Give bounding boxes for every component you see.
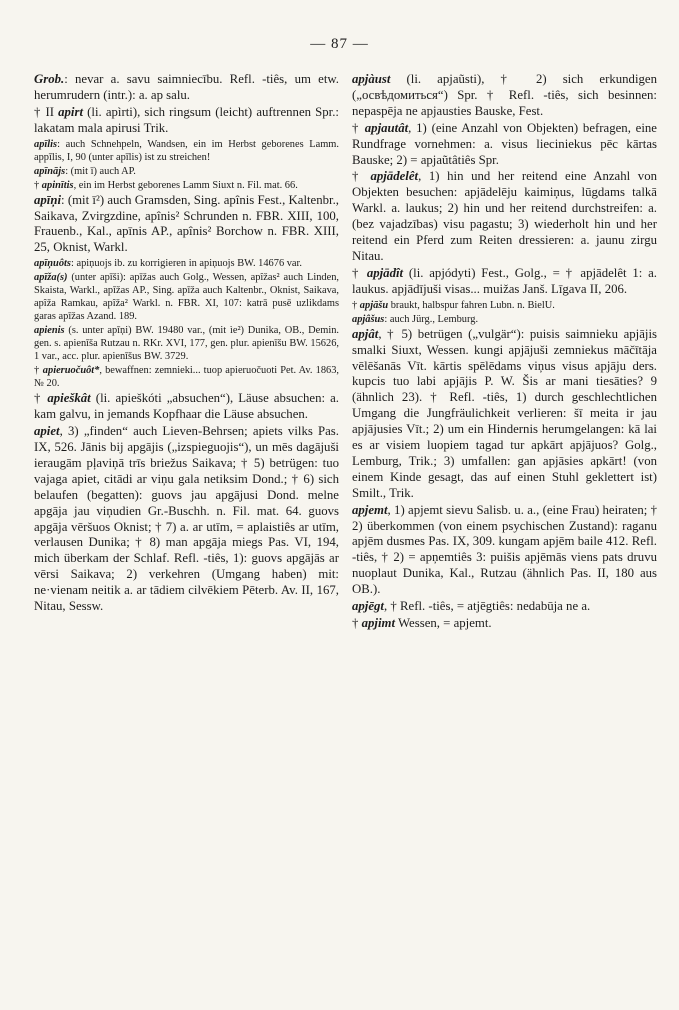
dictionary-entry: apīža(s) (unter apīši): apīžas auch Golg., Wessen, apîžas² auch Linden, Skaista, Warkl., apīžas AP., Sing. apīža auch Kaltenbr., Oknist, Saikava, apîža Ramkau, apîža² Warkl. n. FBR. XI, 107: katrā pusē uzlikdams garas apīžas Azand. 189. bbox=[34, 272, 339, 323]
dictionary-entry: apjât, † 5) betrügen („vulgär“): puisis saimnieku apjājis smalki Siuxt, Wessen. kungi apjājuši zemniekus māčītāja vēlēšanās Vīt. kārtis spēlēdams viņus visus apjāju ders. kupcis tuo labi apjājis P. W. Šis ar mani tiesāties? 9 (ähnlich 23). † Refl. -tiês, 1) durch geschlechtlichen Umgang die Jungfräulichkeit verlieren: šī meita ir jau apjājusies Vīt.; 2) um ein Hindernis herumgelangen: kā lai es ar visiem luopiem tagad tur apkārt apjājuos? Golg., Lemburg, Trik.; 3) umfallen: gan apjāsies apkārt! (von einem Kinde gesagt, das auf einen Stuhl geklettert ist) Smilt., Trik. bbox=[352, 326, 657, 500]
dictionary-entry: apīņi: (mit ī²) auch Gramsden, Sing. apînis Fest., Kaltenbr., Saikava, Zvirgzdine, apînis² Schrunden n. FBR. XIII, 100, Frauenb., Kal., apīnis AP., apînis² Borchow n. FBR. XIII, 25, Oknist, Warkl. bbox=[34, 192, 339, 255]
headword: apjàust bbox=[352, 72, 391, 86]
dictionary-entry: apjemt, 1) apjemt sievu Salisb. u. a., (eine Frau) heiraten; † 2) überkommen (von einem psychischen Zustand): raganu apjēm dusmes Pas. IX, 309. kungam apjēm baile 412. Refl. -tiês, † 2) = apņemtiês 3: puišis apjēmās viens pats druvu nuoplaut Dunika, Kal., Rutzau (ähnlich Pas. II, 180 aus OB.). bbox=[352, 502, 657, 597]
headword: apieškât bbox=[47, 391, 91, 406]
page-number: — 87 — bbox=[310, 36, 369, 52]
dictionary-entry: † II apirt (li. apìrti), sich ringsum (leicht) auftrennen Spr.: lakatam mala apirusi Trik. bbox=[34, 104, 339, 135]
headword: apieruočuôt* bbox=[42, 365, 100, 377]
dictionary-entry: apīņuôts: apiņuojs ib. zu korrigieren in apiņuojs BW. 14676 var. bbox=[34, 258, 303, 270]
dictionary-entry: † apjāšu braukt, halbspur fahren Lubn. n. BielU. bbox=[352, 299, 555, 311]
left-column bbox=[34, 72, 339, 615]
dictionary-entry: † apjautât, 1) (eine Anzahl von Objekten) befragen, eine Rundfrage vornehmen: a. visus lieciniekus pēc kārtas Bauske; 2) = apjaũtâtiês Spr. bbox=[352, 120, 657, 167]
dictionary-entry: apjēgt, † Refl. -tiês, = atjēgtiês: nedabūja ne a. bbox=[352, 599, 591, 614]
headword: apjēgt bbox=[352, 599, 384, 614]
headword: apjādît bbox=[366, 265, 404, 280]
headword: apjemt bbox=[352, 502, 388, 517]
dictionary-entry: apjâšus: auch Jürg., Lemburg. bbox=[352, 313, 479, 325]
headword: apiet bbox=[34, 424, 60, 439]
headword: apīņi bbox=[34, 192, 62, 207]
dictionary-entry: apjàust (li. apjaũsti), † 2) sich erkundigen („освѣдомиться“) Spr. † Refl. -tiês, sich besinnen: nepaspēja ne apjausties Bauske, Fest. bbox=[352, 72, 657, 118]
headword: apjāšu bbox=[359, 299, 389, 311]
headword: apienis bbox=[34, 325, 65, 337]
dictionary-entry: apienis (s. unter apīņi) BW. 19480 var., (mit ìe²) Dunika, OB., Demin. gen. s. apienīša Rutzau n. RKr. XVI, 177, gen. plur. apienīšu BW. 15626, 1 var., acc. plur. apienīšus BW. 3729. bbox=[34, 325, 339, 363]
dictionary-entry: † apinītis, ein im Herbst geborenes Lamm Siuxt n. Fil. mat. 66. bbox=[34, 179, 298, 191]
headword: apjautât bbox=[364, 120, 409, 135]
headword: apjādelêt bbox=[370, 169, 419, 184]
headword: apīņuôts bbox=[34, 258, 71, 270]
headword: apīnājs bbox=[34, 165, 66, 177]
headword: Grob. bbox=[34, 72, 65, 86]
headword: apīža(s) bbox=[34, 272, 68, 284]
dictionary-entry: † apjādît (li. apjódyti) Fest., Golg., = † apjādelêt 1: a. laukus. apjādījuši visas... muižas Janš. Līgava II, 206. bbox=[352, 265, 658, 296]
dictionary-entry: Grob.: nevar a. savu saimniecību. Refl. -tiês, um etw. herumrudern (intr.): a. ap salu. bbox=[34, 72, 339, 102]
dictionary-entry: † apjimt Wessen, = apjemt. bbox=[352, 616, 492, 630]
dictionary-entry: apīnājs: (mit ī) auch AP. bbox=[34, 165, 136, 177]
headword: apirt bbox=[58, 104, 83, 119]
dictionary-entry: † apjādelêt, 1) hin und her reitend eine Anzahl von Objekten besuchen: apjādelēju kaimiņus, lūgdams talkā Warkl. a. laukus; 2) hin und her reitend durchstreifen: a. (bez vajadzības) visu pagastu; 3) wiederholt hin und her reitend ein Pferd zum Reiten dressieren: a. jaunu zirgu Nitau. bbox=[352, 169, 657, 263]
right-column bbox=[352, 72, 657, 632]
dictionary-entry: apīlis: auch Schnehpeln, Wandsen, ein im Herbst geborenes Lamm. appīlis, I, 90 (unter apīlis) ist zu streichen! bbox=[34, 138, 339, 163]
headword: apjimt bbox=[361, 616, 396, 630]
dictionary-entry: † apieškât (li. apieškóti „absuchen“), Läuse absuchen: a. kam galvu, in jemands Kopfhaar die Läuse absuchen. bbox=[34, 391, 339, 422]
headword: apjât bbox=[352, 326, 379, 341]
headword: apīlis bbox=[34, 138, 58, 150]
headword: apinītis bbox=[41, 179, 74, 191]
dictionary-entry: † apieruočuôt*, bewaffnen: zemnieki... tuop apieruočuoti Pet. Av. 1863, № 20. bbox=[34, 365, 339, 390]
headword: apjâšus bbox=[352, 313, 385, 325]
dictionary-entry: apiet, 3) „finden“ auch Lieven-Behrsen; apiets vilks Pas. IX, 526. Jānis bij apgājis („izspieguojis“), un mēs dagājuši ieraugām pļaviņā trīs briežus Saikava; † 5) betrügen: tuo vajaga apiet, citādi ar viņu gala netiksim Dond.; † 6) sich belaufen (begatten): guovs jau apgājusi Dond. melne apgāja jau viņudien Gr.-Buschh. n. Fil. mat. 64. guovs apgāja vēršuos Oknist; † 7) a. ar utīm, = aplaistiês ar utīm, verlausen Dunika; † 8) man apgāja miegs Pas. VI, 194, mich überkam der Schlaf. Refl. -tiês, 1): guovs apgājās ar vērsi Saikava; 2) verkehren (Umgang haben) mit: ne·vienam neitik a. ar tādiem cilvēkiem Pēterb. Av. II, 167, Nitau, Sessw. bbox=[34, 424, 339, 614]
